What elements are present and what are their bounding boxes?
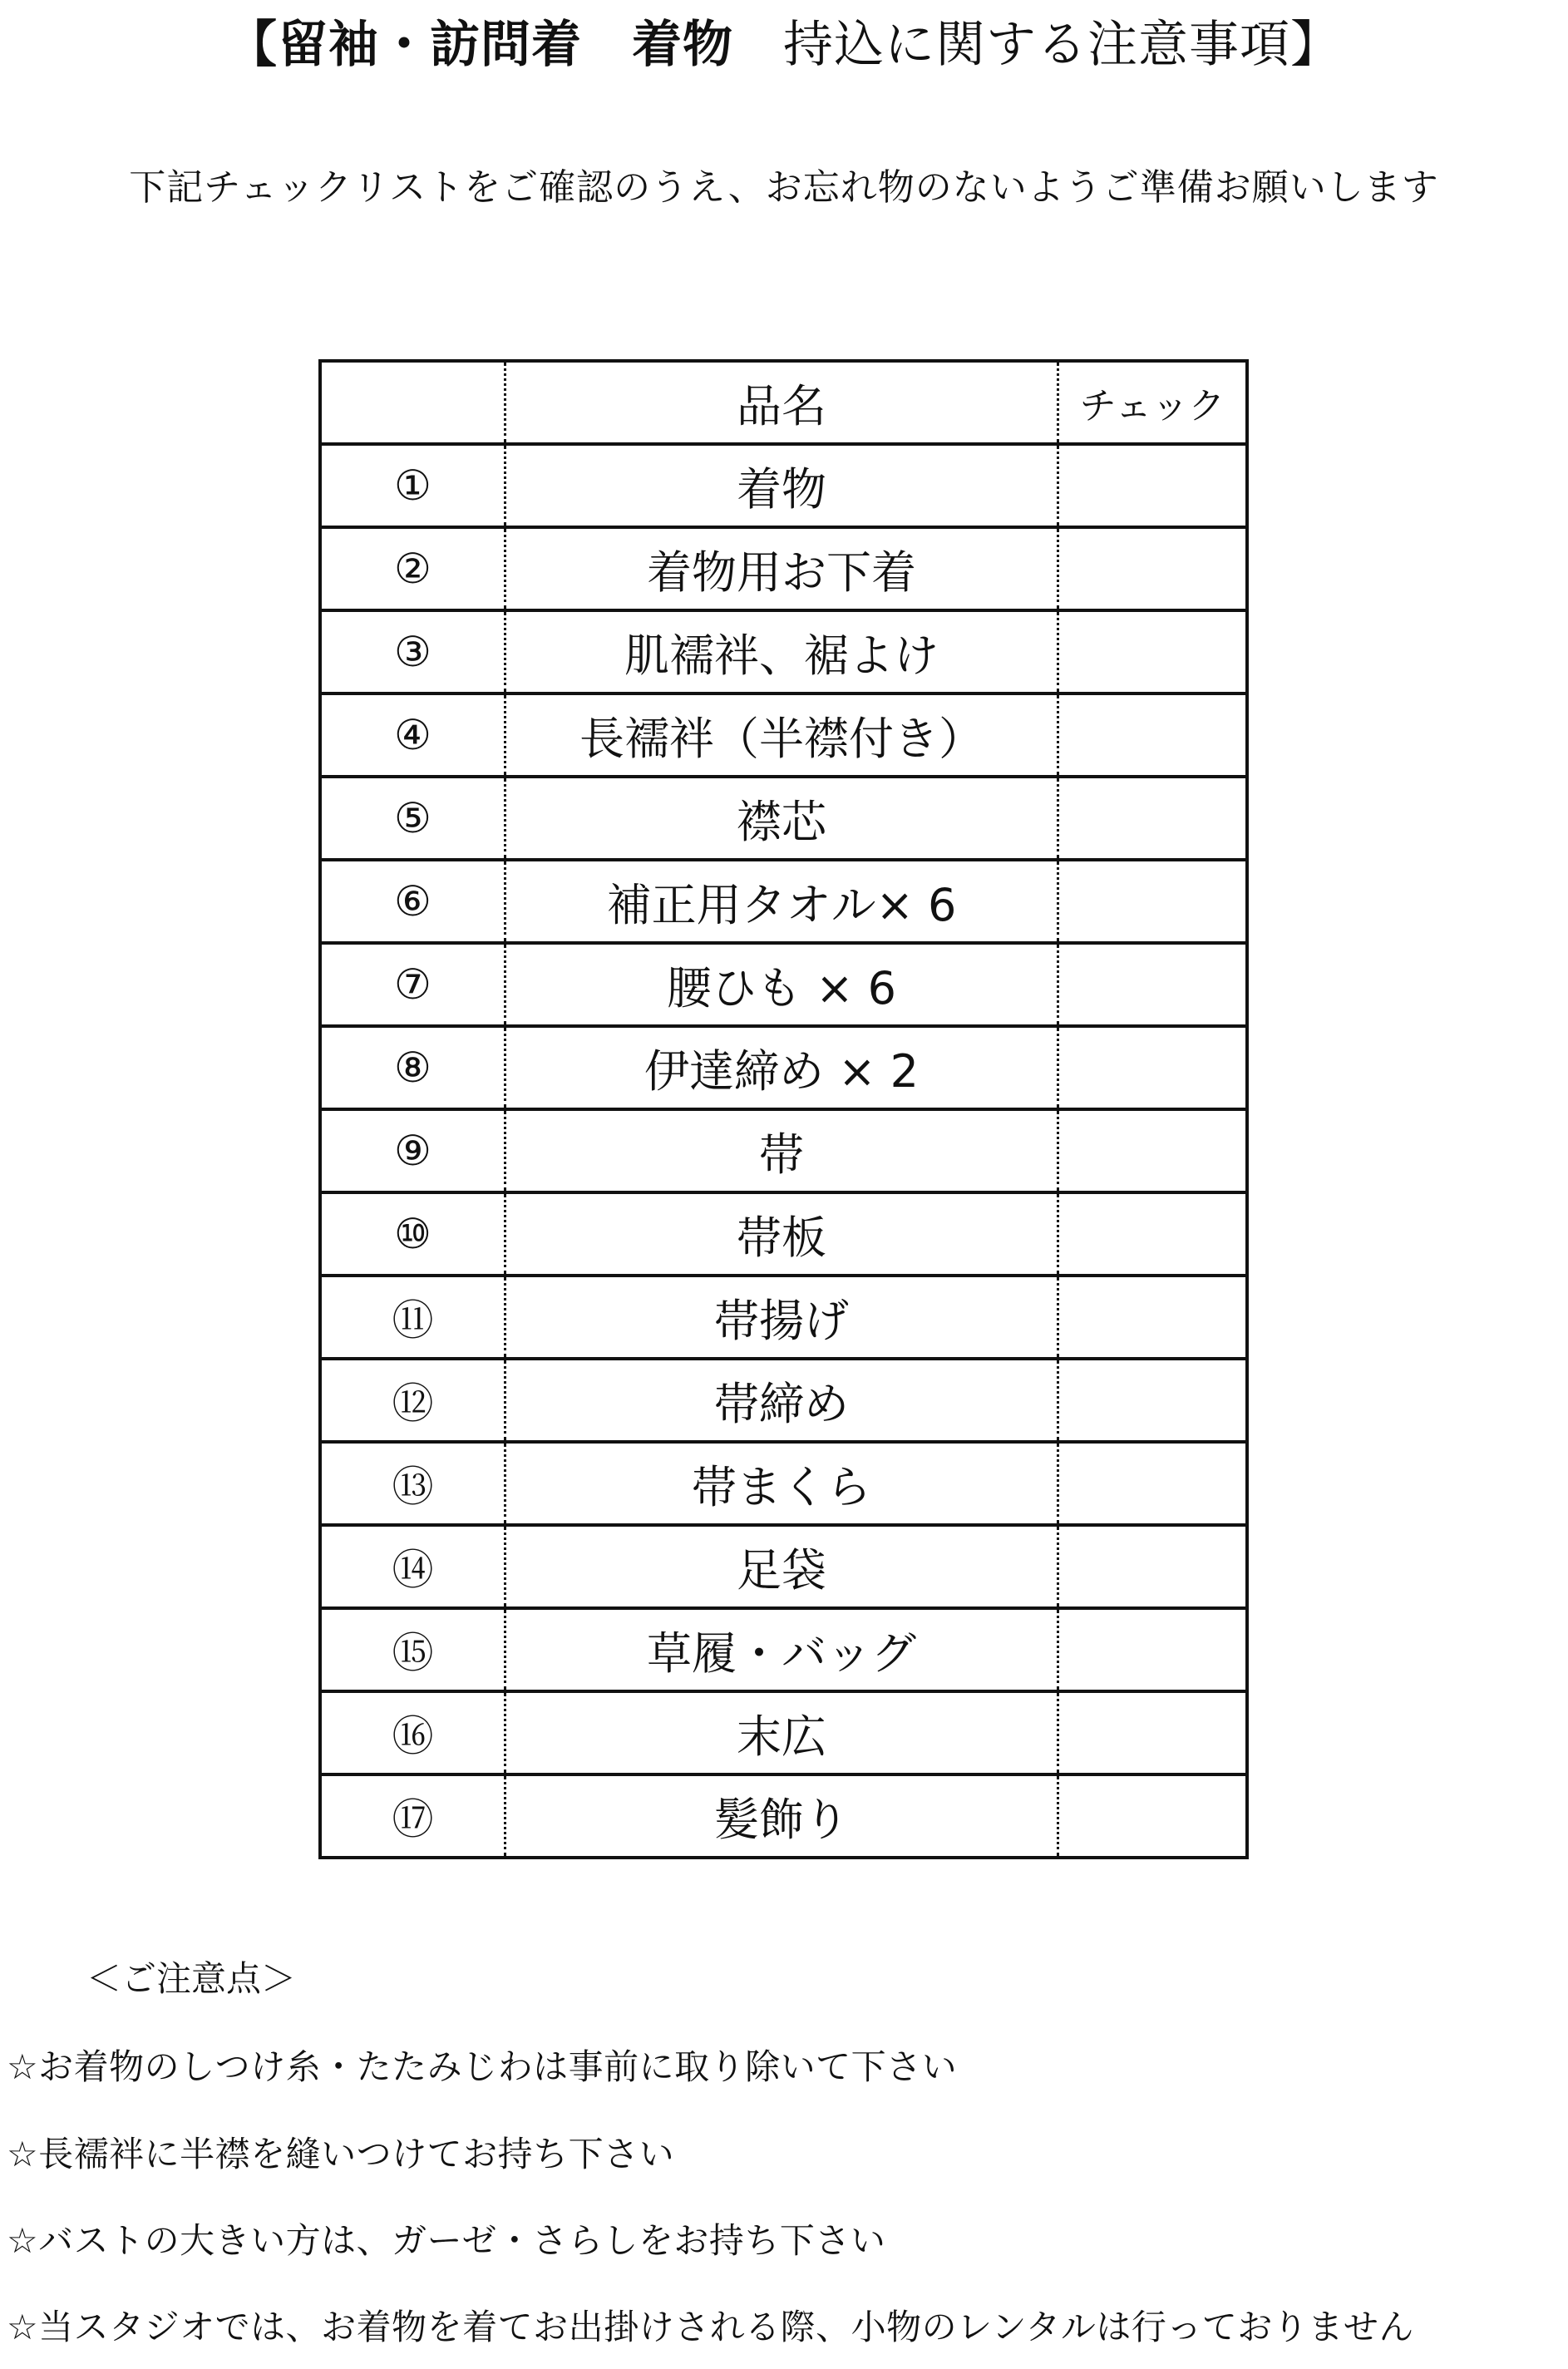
table-row bbox=[320, 1442, 1247, 1525]
table-row bbox=[320, 527, 1247, 610]
note-item: ☆長襦袢に半襟を縫いつけてお持ち下さい bbox=[7, 2134, 675, 2174]
row-number: ⑥ bbox=[320, 860, 505, 943]
row-number: ② bbox=[320, 527, 505, 610]
table-row bbox=[320, 943, 1247, 1026]
row-number: ⑬ bbox=[320, 1442, 505, 1525]
row-check-cell[interactable] bbox=[1058, 1774, 1248, 1858]
title-bold-part-2: 着物 bbox=[632, 16, 733, 74]
row-item-name: 腰ひも × 6 bbox=[505, 943, 1058, 1026]
row-number: ⑰ bbox=[320, 1774, 505, 1858]
row-number: ⑫ bbox=[320, 1359, 505, 1442]
row-item-name: 肌襦袢、裾よけ bbox=[505, 610, 1058, 693]
row-check-cell[interactable] bbox=[1058, 1192, 1248, 1276]
row-item-name: 帯揚げ bbox=[505, 1276, 1058, 1359]
table-row bbox=[320, 860, 1247, 943]
table-row bbox=[320, 1109, 1247, 1192]
table-row bbox=[320, 1276, 1247, 1359]
title-bold-part: 【留袖・訪問着 bbox=[227, 16, 582, 74]
row-number: ⑤ bbox=[320, 777, 505, 860]
row-check-cell[interactable] bbox=[1058, 1359, 1248, 1442]
title-regular-part: 持込に関する注意事項】 bbox=[783, 16, 1341, 74]
row-number: ⑦ bbox=[320, 943, 505, 1026]
checklist-table bbox=[318, 359, 1249, 1859]
row-check-cell[interactable] bbox=[1058, 693, 1248, 777]
table-row bbox=[320, 1026, 1247, 1109]
row-check-cell[interactable] bbox=[1058, 1525, 1248, 1608]
table-row bbox=[320, 1774, 1247, 1858]
row-check-cell[interactable] bbox=[1058, 527, 1248, 610]
row-check-cell[interactable] bbox=[1058, 860, 1248, 943]
page-subtitle: 下記チェックリストをご確認のうえ、お忘れ物のないようご準備お願いします bbox=[129, 166, 1439, 209]
row-number: ④ bbox=[320, 693, 505, 777]
row-number: ⑨ bbox=[320, 1109, 505, 1192]
row-check-cell[interactable] bbox=[1058, 1276, 1248, 1359]
row-number: ⑮ bbox=[320, 1608, 505, 1691]
row-item-name: 草履・バッグ bbox=[505, 1608, 1058, 1691]
row-check-cell[interactable] bbox=[1058, 943, 1248, 1026]
note-item: ☆バストの大きい方は、ガーゼ・さらしをお持ち下さい bbox=[7, 2220, 886, 2261]
table-row bbox=[320, 1525, 1247, 1608]
row-item-name: 長襦袢（半襟付き） bbox=[505, 693, 1058, 777]
row-check-cell[interactable] bbox=[1058, 1109, 1248, 1192]
row-item-name: 帯板 bbox=[505, 1192, 1058, 1276]
table-row bbox=[320, 693, 1247, 777]
row-item-name: 帯 bbox=[505, 1109, 1058, 1192]
table-row bbox=[320, 444, 1247, 527]
notes-heading: ＜ご注意点＞ bbox=[86, 1958, 297, 1999]
header-check: チェック bbox=[1058, 361, 1248, 444]
row-check-cell[interactable] bbox=[1058, 1442, 1248, 1525]
row-item-name: 末広 bbox=[505, 1691, 1058, 1774]
checklist-body bbox=[320, 444, 1247, 1858]
row-check-cell[interactable] bbox=[1058, 777, 1248, 860]
row-number: ③ bbox=[320, 610, 505, 693]
row-item-name: 着物用お下着 bbox=[505, 527, 1058, 610]
table-row bbox=[320, 1192, 1247, 1276]
row-check-cell[interactable] bbox=[1058, 1608, 1248, 1691]
note-item: ☆当スタジオでは、お着物を着てお出掛けされる際、小物のレンタルは行っておりません bbox=[7, 2307, 1414, 2347]
header-item-name: 品名 bbox=[505, 361, 1058, 444]
note-item: ☆お着物のしつけ糸・たたみじわは事前に取り除いて下さい bbox=[7, 2046, 958, 2087]
row-check-cell[interactable] bbox=[1058, 444, 1248, 527]
row-item-name: 帯締め bbox=[505, 1359, 1058, 1442]
row-number: ⑭ bbox=[320, 1525, 505, 1608]
row-item-name: 補正用タオル× 6 bbox=[505, 860, 1058, 943]
row-number: ⑩ bbox=[320, 1192, 505, 1276]
table-row bbox=[320, 1359, 1247, 1442]
row-item-name: 帯まくら bbox=[505, 1442, 1058, 1525]
page-title bbox=[0, 12, 1568, 78]
header-number bbox=[320, 361, 505, 444]
row-number: ⑪ bbox=[320, 1276, 505, 1359]
row-item-name: 襟芯 bbox=[505, 777, 1058, 860]
row-check-cell[interactable] bbox=[1058, 610, 1248, 693]
row-item-name: 伊達締め × 2 bbox=[505, 1026, 1058, 1109]
table-row bbox=[320, 1608, 1247, 1691]
row-item-name: 足袋 bbox=[505, 1525, 1058, 1608]
table-row bbox=[320, 1691, 1247, 1774]
row-item-name: 髪飾り bbox=[505, 1774, 1058, 1858]
table-row bbox=[320, 777, 1247, 860]
row-check-cell[interactable] bbox=[1058, 1026, 1248, 1109]
table-row bbox=[320, 610, 1247, 693]
table-header-row bbox=[320, 361, 1247, 444]
row-check-cell[interactable] bbox=[1058, 1691, 1248, 1774]
row-item-name: 着物 bbox=[505, 444, 1058, 527]
row-number: ⑧ bbox=[320, 1026, 505, 1109]
row-number: ⑯ bbox=[320, 1691, 505, 1774]
row-number: ① bbox=[320, 444, 505, 527]
